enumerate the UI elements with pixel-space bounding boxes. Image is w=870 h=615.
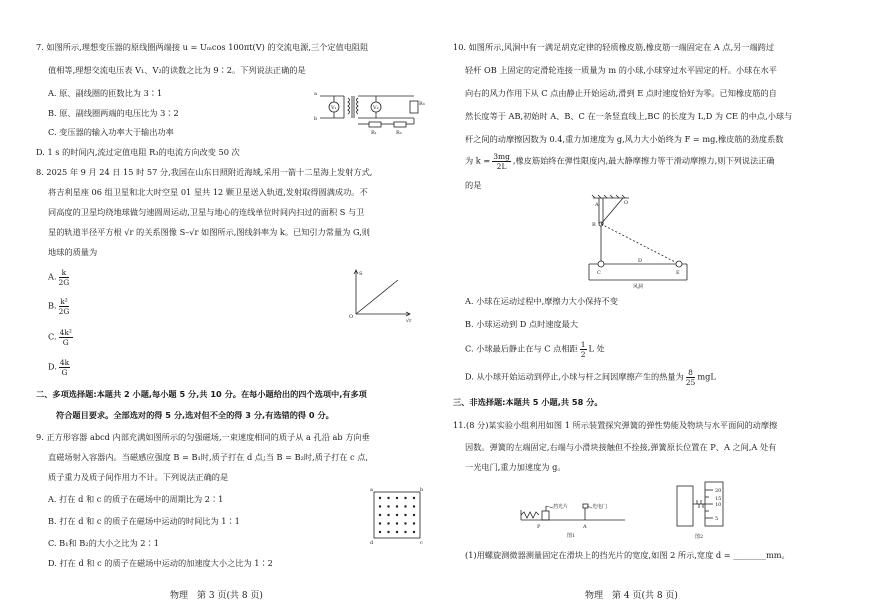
field-dot (379, 497, 381, 499)
q8-line3: 同高度的卫星均绕地球做匀速圆周运动,卫星与地心的连线单位时间内扫过的面积 S 与卫 (48, 207, 365, 217)
q8-option-b: B. $\frac{\text{k²}}{2G}$ (48, 297, 70, 316)
field-dot (404, 531, 406, 533)
q7-option-d: D. 1 s 的时间内,流过定值电阻 R₃的电流方向改变 50 次 (36, 147, 240, 157)
q10-fig-label-o: O (624, 200, 629, 206)
q8-graph-y-label: S (359, 271, 363, 277)
q9-option-a: A. 打在 d 和 c 的质子在磁场中的周期比为 2∶1 (48, 494, 224, 504)
q9-option-d: D. 打在 d 和 c 的质子在磁场中运动的加速度大小之比为 1∶2 (48, 558, 273, 568)
field-dot (413, 514, 415, 516)
q10-fig-label-d: D (638, 258, 643, 264)
q10-line1: 10. 如图所示,风洞中有一满足胡克定律的轻质橡皮筋,橡皮筋一端固定在 A 点,另一端跨过 (453, 42, 775, 52)
field-dot (396, 514, 398, 516)
q8-option-c: C. $\frac{\text{4k²}}{G}$ (48, 328, 72, 347)
field-dot (413, 531, 415, 533)
q7-fig-label-b: b (314, 116, 318, 122)
q10-line4: 然长度等于 AB,初始时 A、B、C 在一条竖直线上,BC 的长度为 L,D 为 CE 的中点,小球与 (465, 111, 793, 121)
field-dot (379, 522, 381, 524)
field-dot (404, 514, 406, 516)
field-dot (379, 514, 381, 516)
q9-option-c: C. B₁和 B₂的大小之比为 2∶1 (48, 538, 159, 548)
q11-fig1-label-shutter: 挡光片 (553, 504, 569, 510)
q10-fig-label-b: B (592, 222, 596, 228)
q7-stem-line2: 值相等,理想交流电压表 V₁、V₂的读数之比为 9∶2。下列说法正确的是 (48, 65, 306, 75)
q8-line2: 将吉利星座 06 组卫星和北大时空星 01 星共 12 颗卫星送入轨道,发射取得圆满成功。不 (48, 187, 368, 197)
field-dot (413, 522, 415, 524)
q11-figure-2-micrometer (675, 480, 735, 542)
q11-fig1-label-photogate: 光电门 (592, 504, 608, 510)
q7-fig-label-a: a (314, 91, 317, 97)
q8-option-a: A. $\frac{k}{2G}$ (48, 268, 70, 287)
q7-transformer-figure (314, 86, 424, 138)
q7-option-b: B. 原、副线圈两端的电压比为 3∶2 (48, 108, 179, 118)
section3-heading: 三、非选择题:本题共 5 小题,共 58 分。 (453, 397, 603, 407)
q10-line5: 杆之间的动摩擦因数为 0.4,重力加速度为 g,风力大小始终为 F = mg,橡皮筋的劲度系数 (465, 134, 784, 144)
right-page (435, 0, 870, 615)
q11-fig1-caption: 图1 (567, 533, 576, 539)
q11-fig2-tick-15: 15 (715, 496, 722, 502)
field-dot (413, 505, 415, 507)
q11-line2: 因数。弹簧的左端固定,右端与小滑块接触但不拴接,弹簧原长位置在 P、A 之间,A 处有 (465, 442, 777, 452)
q8-line5: 地球的质量为 (48, 247, 98, 257)
field-dot (387, 497, 389, 499)
q11-fig1-label-p: P (537, 524, 541, 530)
q8-option-d: D. $\frac{4k}{G}$ (48, 358, 70, 377)
q9-fig-label-a: a (370, 487, 373, 493)
q9-option-b: B. 打在 d 和 c 的质子在磁场中运动的时间比为 1∶1 (48, 516, 240, 526)
field-dot (396, 522, 398, 524)
field-dot (379, 531, 381, 533)
field-dot (387, 505, 389, 507)
field-dot (404, 522, 406, 524)
q8-graph-origin: O (349, 314, 354, 320)
q11-figure-1 (515, 490, 635, 538)
q7-stem-line1: 7. 如图所示,理想变压器的原线圈两端接 u = Uₘcos 100πt(V) 的交流电源,三个定值电阻阻 (36, 42, 369, 52)
q11-fig2-tick-5: 5 (715, 516, 719, 522)
field-dot (413, 497, 415, 499)
section2-line1: 二、多项选择题:本题共 2 小题,每小题 5 分,共 10 分。在每小题给出的四个选项中,有多项 (36, 389, 367, 399)
q10-fig-label-c: C (597, 270, 601, 276)
q10-option-d: D. 从小球开始运动到停止,小球与杆之间因摩擦产生的热量为 $\frac{8}{25}$ mgL (465, 368, 716, 387)
field-dot (396, 531, 398, 533)
q10-option-a: A. 小球在运动过程中,摩擦力大小保持不变 (465, 296, 618, 306)
field-dot (396, 505, 398, 507)
field-dot (387, 522, 389, 524)
q7-fig-label-v2: V₂ (373, 105, 379, 111)
q9-fig-label-b: b (420, 487, 424, 493)
section2-line2: 符合题目要求。全部选对的得 5 分,选对但不全的得 3 分,有选错的得 0 分。 (56, 410, 334, 420)
field-dot (404, 505, 406, 507)
q9-fig-label-d: d (370, 540, 374, 546)
field-dot (379, 505, 381, 507)
q9-line1: 9. 正方形容器 abcd 内部充满如图所示的匀强磁场,一束速度相同的质子从 a 孔沿 ab 方向垂 (36, 432, 370, 442)
q8-line1: 8. 2025 年 9 月 24 日 15 时 57 分,我国在山东日照附近海域,采用一箭十二星海上发射方式, (36, 167, 373, 177)
q10-line2: 轻杆 OB 上固定的定滑轮连接一质量为 m 的小球,小球穿过水平固定的杆。小球在水平 (465, 65, 777, 75)
field-dot (387, 531, 389, 533)
field-dot (404, 497, 406, 499)
q9-magnetic-field-figure (368, 486, 428, 544)
q7-fig-label-r1: R₁ (371, 130, 377, 136)
q10-line7: 的是 (465, 180, 482, 190)
q11-fig1-label-a: A (583, 524, 587, 530)
q8-line4: 星的轨道半径平方根 √r 的关系图像 S–√r 如图所示,图线斜率为 k。已知引力常量为 G,则 (48, 227, 370, 237)
q7-option-a: A. 原、副线圈的匝数比为 3∶1 (48, 88, 163, 98)
q10-option-c: C. 小球最后静止在与 C 点相距 $\frac{1}{2}$ L 处 (465, 340, 605, 359)
q7-fig-label-v1: V₁ (331, 105, 337, 111)
q9-fig-label-c: c (420, 540, 423, 546)
q9-line3: 质子重力及质子间作用力不计。下列说法正确的是 (48, 472, 229, 482)
q11-fig2-caption: 图2 (695, 534, 704, 540)
q7-fig-label-r3: R₃ (419, 101, 425, 107)
q8-graph-x-label: √r (406, 318, 412, 324)
q9-line2: 直磁场射入容器内。当磁感应强度 B = B₁时,质子打在 d 点;当 B = B₂时,质子打在 c 点, (48, 452, 369, 462)
right-page-footer: 物理 第 4 页(共 8 页) (585, 591, 678, 601)
q11-sub1: (1)用螺旋测微器测量固定在滑块上的挡光片的宽度,如图 2 所示,宽度 d = ________mm。 (465, 550, 790, 560)
q10-line6: 为 k = $\frac{3mg}{2L}$ ,橡皮筋始终在弹性限度内,最大静摩擦力等于滑动摩擦力,则下列说法正确 (465, 152, 775, 171)
left-page-footer: 物理 第 3 页(共 8 页) (170, 591, 263, 601)
q8-graph (346, 268, 416, 324)
q11-line3: 一光电门,重力加速度为 g。 (465, 462, 566, 472)
q11-fig2-tick-10: 10 (715, 502, 722, 508)
q10-line3: 向右的风力作用下从 C 点由静止开始运动,滑到 E 点时速度恰好为零。已知橡皮筋的自 (465, 88, 777, 98)
q10-fig-label-a: A (595, 202, 599, 208)
q10-fig-label-e: E (676, 270, 680, 276)
q7-option-c: C. 变压器的输入功率大于输出功率 (48, 127, 174, 137)
field-dot (396, 497, 398, 499)
field-dot (387, 514, 389, 516)
q11-line1: 11.(8 分)某实验小组利用如图 1 所示装置探究弹簧的弹性势能及物块与水平面间的动摩擦 (453, 420, 778, 430)
q10-wind-tunnel-figure (583, 192, 693, 290)
q7-fig-label-r2: R₂ (396, 130, 402, 136)
q11-fig2-tick-20: 20 (715, 488, 722, 494)
q10-fig-label-wind-tunnel: 风洞 (633, 284, 644, 290)
q10-option-b: B. 小球运动到 D 点时速度最大 (465, 319, 579, 329)
